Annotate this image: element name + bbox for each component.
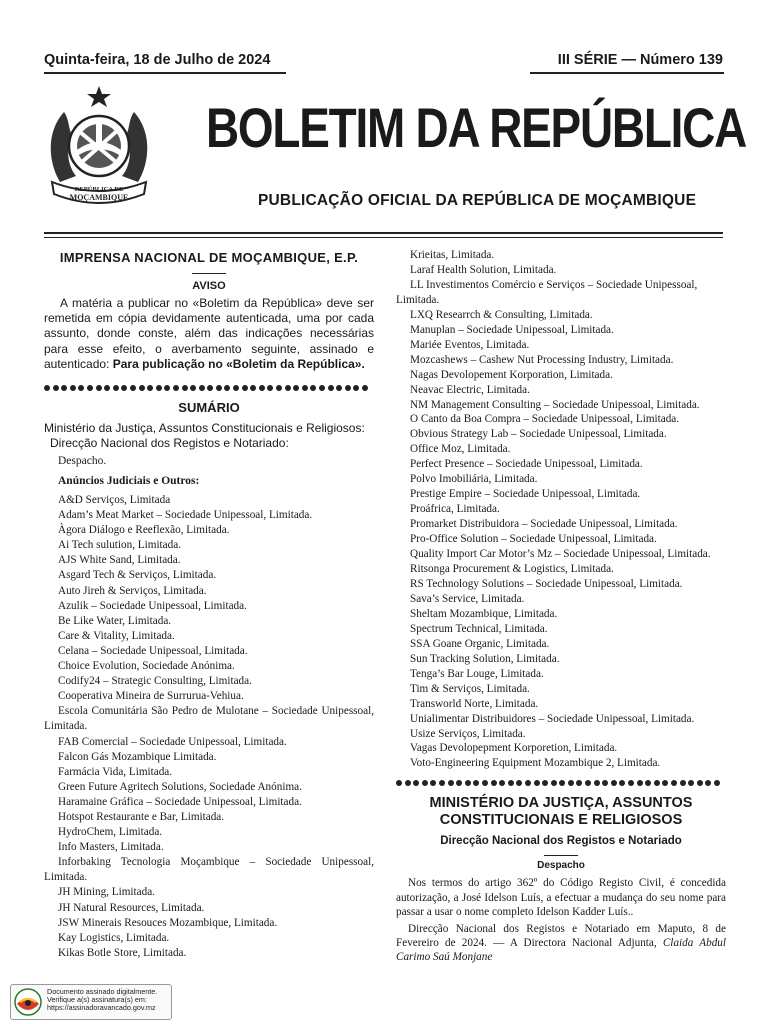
digital-signature-seal-icon xyxy=(14,988,42,1016)
sumario-entry: Falcon Gás Mozambique Limitada. xyxy=(58,750,217,763)
separator-dot xyxy=(680,780,686,786)
sumario-entry: FAB Comercial – Sociedade Unipessoal, Limitada. xyxy=(58,735,287,748)
separator-dot xyxy=(576,780,582,786)
sumario-entry: Usize Serviços, Limitada. xyxy=(410,727,526,740)
separator-dot xyxy=(70,385,76,391)
sumario-entry: Proáfrica, Limitada. xyxy=(410,503,500,516)
separator-dot xyxy=(87,385,93,391)
sumario-entry: Àgora Diálogo e Reeflexão, Limitada. xyxy=(58,524,230,537)
sumario-entry: Voto-Engineering Equipment Mozambique 2, Limitada. xyxy=(410,757,661,770)
series-number: III SÉRIE — Número 139 xyxy=(557,52,723,68)
separator-dot xyxy=(448,780,454,786)
sumario-entry: Kay Logistics, Limitada. xyxy=(58,931,170,944)
separator-dot xyxy=(139,385,145,391)
separator-dot xyxy=(473,780,479,786)
sumario-entry: LL Investimentos Comércio e Serviços – Sociedade Unipessoal, Limitada. xyxy=(396,278,698,306)
separator-dot xyxy=(645,780,651,786)
separator-dot xyxy=(499,780,505,786)
despacho-paragraph-2 xyxy=(396,922,726,965)
sumario-entry: Choice Evolution, Sociedade Anónima. xyxy=(58,660,235,673)
sumario-entry: Mozcashews – Cashew Nut Processing Industry, Limitada. xyxy=(410,353,674,366)
separator-dot xyxy=(53,385,59,391)
separator-dot xyxy=(250,385,256,391)
header-rule-right xyxy=(530,72,724,74)
sumario-entry: Be Like Water, Limitada. xyxy=(58,614,172,627)
sumario-entry: Sun Tracking Solution, Limitada. xyxy=(410,652,560,665)
separator-dot xyxy=(173,385,179,391)
sumario-entry: Obvious Strategy Lab – Sociedade Unipessoal, Limitada. xyxy=(410,428,667,441)
right-column xyxy=(396,248,726,967)
separator-dot xyxy=(293,385,299,391)
separator-dot xyxy=(602,780,608,786)
separator-dot xyxy=(216,385,222,391)
sumario-entry: Spectrum Technical, Limitada. xyxy=(410,622,548,635)
separator-dot xyxy=(267,385,273,391)
separator-dot xyxy=(688,780,694,786)
sumario-entry: Farmácia Vida, Limitada. xyxy=(58,765,173,778)
separator-dot xyxy=(319,385,325,391)
sumario-entry: Celana – Sociedade Unipessoal, Limitada. xyxy=(58,644,248,657)
sumario-entry: Office Moz, Limitada. xyxy=(410,443,511,456)
stamp-text xyxy=(47,988,157,1012)
separator-dot xyxy=(491,780,497,786)
sumario-entry: Kikas Botle Store, Limitada. xyxy=(58,946,187,959)
separator-dot xyxy=(705,780,711,786)
sumario-ministry: Ministério da Justiça, Assuntos Constitucionais e Religiosos: xyxy=(44,421,365,436)
separator-dot xyxy=(78,385,84,391)
separator-dot xyxy=(242,385,248,391)
separator-dot xyxy=(654,780,660,786)
sumario-entry: AJS White Sand, Limitada. xyxy=(58,554,181,567)
separator-dot xyxy=(233,385,239,391)
separator-dot xyxy=(534,780,540,786)
sumario-entry: Auto Jireh & Serviços, Limitada. xyxy=(58,584,207,597)
sumario-entry: Krieitas, Limitada. xyxy=(410,249,495,261)
separator-dot xyxy=(164,385,170,391)
separator-dot xyxy=(302,385,308,391)
separator-dot xyxy=(525,780,531,786)
sumario-entry: Codify24 – Strategic Consulting, Limitada. xyxy=(58,675,252,688)
left-column xyxy=(44,248,374,961)
sumario-entry: Vagas Devolopepment Korporetion, Limitada. xyxy=(410,742,618,755)
sumario-entry: Tenga’s Bar Louge, Limitada. xyxy=(410,667,544,680)
aviso-heading: AVISO xyxy=(192,280,226,292)
header-rule-thin xyxy=(44,237,723,238)
separator-dot xyxy=(328,385,334,391)
separator-dot xyxy=(430,780,436,786)
separator-dot xyxy=(259,385,265,391)
separator-dot xyxy=(551,780,557,786)
separator-dot xyxy=(594,780,600,786)
separator-dot xyxy=(345,385,351,391)
despacho-paragraph-2-text: Direcção Nacional dos Registos e Notariado em Maputo, 8 de Fevereiro de 2024. — A Directora Nacional Adjunta, xyxy=(396,922,726,949)
publication-subtitle: PUBLICAÇÃO OFICIAL DA REPÚBLICA DE MOÇAMBIQUE xyxy=(258,192,697,209)
separator-dot xyxy=(559,780,565,786)
separator-dot xyxy=(568,780,574,786)
anuncios-heading: Anúncios Judiciais e Outros: xyxy=(58,475,200,488)
sumario-entry: Promarket Distribuidora – Sociedade Unipessoal, Limitada. xyxy=(410,518,678,531)
separator-dot xyxy=(662,780,668,786)
separator-dot xyxy=(439,780,445,786)
sumario-entry: Green Future Agritech Solutions, Sociedade Anónima. xyxy=(58,780,302,793)
sumario-entry: Haramaine Gráfica – Sociedade Unipessoal, Limitada. xyxy=(58,795,302,808)
separator-dot xyxy=(199,385,205,391)
separator-dot xyxy=(714,780,720,786)
separator-dot xyxy=(628,780,634,786)
separator-dot xyxy=(396,780,402,786)
separator-dot xyxy=(353,385,359,391)
separator-dot xyxy=(422,780,428,786)
sumario-entry: Neavac Electric, Limitada. xyxy=(410,383,530,396)
emblem-label-top: REPÚBLICA DE xyxy=(74,186,124,193)
separator-dot xyxy=(96,385,102,391)
sumario-entry: Inforbaking Tecnologia Moçambique – Sociedade Unipessoal, Limitada. xyxy=(44,856,374,884)
publication-date: Quinta-feira, 18 de Julho de 2024 xyxy=(44,52,271,68)
digital-signature-stamp xyxy=(10,984,172,1020)
sumario-entry: Azulik – Sociedade Unipessoal, Limitada. xyxy=(58,599,247,612)
header-rule-left xyxy=(44,72,286,74)
sumario-entry: Pro-Office Solution – Sociedade Unipessoal, Limitada. xyxy=(410,533,657,546)
sumario-entry: O Canto da Boa Compra – Sociedade Unipessoal, Limitada. xyxy=(410,413,680,426)
header-rule-thick xyxy=(44,232,723,234)
sumario-entry: Ritsonga Procurement & Logistics, Limitada. xyxy=(410,563,614,576)
sumario-entry: Sava’s Service, Limitada. xyxy=(410,592,525,605)
separator-dot xyxy=(276,385,282,391)
sumario-entry: Info Masters, Limitada. xyxy=(58,841,164,854)
separator-dot xyxy=(224,385,230,391)
sumario-heading: SUMÁRIO xyxy=(178,400,240,416)
separator-dot xyxy=(611,780,617,786)
sumario-entry: Mariée Eventos, Limitada. xyxy=(410,338,530,351)
separator-dot xyxy=(697,780,703,786)
stamp-line-3[interactable]: https://assinadoravancado.gov.mz xyxy=(47,1003,156,1012)
sumario-despacho: Despacho. xyxy=(58,455,107,468)
mozambique-coat-of-arms-icon xyxy=(40,82,158,212)
sumario-entry: NM Management Consulting – Sociedade Unipessoal, Limitada. xyxy=(410,398,700,411)
aviso-bold: Para publicação no «Boletim da República». xyxy=(112,356,365,371)
sumario-entry: SSA Goane Organic, Limitada. xyxy=(410,637,550,650)
separator-dot xyxy=(516,780,522,786)
signature-name: Claida Abdul Carimo Saú Monjane xyxy=(396,936,726,964)
separator-dot xyxy=(61,385,67,391)
separator-dot xyxy=(190,385,196,391)
sumario-entry: Perfect Presence – Sociedade Unipessoal, Limitada. xyxy=(410,458,643,471)
separator-dot xyxy=(113,385,119,391)
sumario-entry: Adam’s Meat Market – Sociedade Unipessoal, Limitada. xyxy=(58,509,313,522)
separator-dot xyxy=(671,780,677,786)
sumario-entry: Care & Vitality, Limitada. xyxy=(58,629,175,642)
separator-dot xyxy=(465,780,471,786)
dotted-separator xyxy=(396,779,726,787)
sumario-entry: LXQ Researrch & Consulting, Limitada. xyxy=(410,308,593,321)
sumario-entry: JSW Minerais Resouces Mozambique, Limitada. xyxy=(58,916,278,929)
sumario-entry: Quality Import Car Motor’s Mz – Sociedade Unipessoal, Limitada. xyxy=(410,548,711,561)
sumario-entry: Ai Tech sulution, Limitada. xyxy=(58,539,181,552)
separator-dot xyxy=(482,780,488,786)
separator-dot xyxy=(207,385,213,391)
sumario-entry: Cooperativa Mineira de Surrurua-Vehiua. xyxy=(58,690,244,703)
sumario-entry: JH Mining, Limitada. xyxy=(58,886,155,899)
sumario-entry: Transworld Norte, Limitada. xyxy=(410,697,539,710)
separator-dot xyxy=(121,385,127,391)
stamp-line-2: Verifique a(s) assinatura(s) em: xyxy=(47,995,147,1004)
separator-dot xyxy=(310,385,316,391)
separator-dot xyxy=(156,385,162,391)
aviso-rule xyxy=(192,273,226,274)
separator-dot xyxy=(405,780,411,786)
sumario-entry: Polvo Imobiliária, Limitada. xyxy=(410,473,538,486)
sumario-entry: Nagas Devolopement Korporation, Limitada. xyxy=(410,368,613,381)
aviso-text xyxy=(44,296,374,372)
separator-dot xyxy=(336,385,342,391)
sumario-entry: Laraf Health Solution, Limitada. xyxy=(410,263,557,276)
despacho-rule xyxy=(544,855,578,856)
separator-dot xyxy=(413,780,419,786)
separator-dot xyxy=(585,780,591,786)
sumario-entry: Hotspot Restaurante e Bar, Limitada. xyxy=(58,810,225,823)
publication-title: BOLETIM DA REPÚBLICA xyxy=(206,96,747,159)
sumario-entry: Escola Comunitária São Pedro de Mulotane – Sociedade Unipessoal, Limitada. xyxy=(44,705,374,733)
entries-list-left xyxy=(44,493,374,961)
separator-dot xyxy=(542,780,548,786)
sumario-entry: RS Technology Solutions – Sociedade Unipessoal, Limitada. xyxy=(410,577,683,590)
ministerio-direction: Direcção Nacional dos Registos e Notariado xyxy=(440,835,682,848)
separator-dot xyxy=(285,385,291,391)
sumario-entry: A&D Serviços, Limitada xyxy=(58,494,171,507)
separator-dot xyxy=(637,780,643,786)
sumario-entry: Manuplan – Sociedade Unipessoal, Limitada. xyxy=(410,323,614,336)
sumario-entry: HydroChem, Limitada. xyxy=(58,826,163,839)
sumario-entry: Prestige Empire – Sociedade Unipessoal, Limitada. xyxy=(410,488,641,501)
despacho-heading: Despacho xyxy=(537,860,585,872)
stamp-line-1: Documento assinado digitalmente. xyxy=(47,987,158,996)
separator-dot xyxy=(104,385,110,391)
despacho-paragraph-1: Nos termos do artigo 362º do Código Registo Civil, é concedida autorização, a José Idelson Luís, a efectuar a mudança do seu nome para passar a usar o nome completo Idelson Kadder Luís.. xyxy=(396,877,726,919)
ministerio-heading: MINISTÉRIO DA JUSTIÇA, ASSUNTOS CONSTITUCIONAIS E RELIGIOSOS xyxy=(429,795,693,829)
separator-dot xyxy=(44,385,50,391)
sumario-entry: Tim & Serviços, Limitada. xyxy=(410,682,530,695)
dotted-separator xyxy=(44,384,374,392)
separator-dot xyxy=(182,385,188,391)
imprensa-heading: IMPRENSA NACIONAL DE MOÇAMBIQUE, E.P. xyxy=(59,250,359,265)
sumario-direction: Direcção Nacional dos Registos e Notariado: xyxy=(50,436,289,451)
entries-list-right xyxy=(396,248,726,771)
separator-dot xyxy=(508,780,514,786)
sumario-entry: Asgard Tech & Serviços, Limitada. xyxy=(58,569,217,582)
aviso-body: A matéria a publicar no «Boletim da República» deve ser remetida em cópia devidamente autenticada, uma por cada assunto, donde conste, além das indicações necessárias para esse efeito, o averbamento seguinte, assinado e autenticado: xyxy=(44,296,374,371)
sumario-entry: JH Natural Resources, Limitada. xyxy=(58,901,205,914)
sumario-entry: Unialimentar Distribuidores – Sociedade Unipessoal, Limitada. xyxy=(410,712,695,725)
sumario-entry: Sheltam Mozambique, Limitada. xyxy=(410,607,558,620)
separator-dot xyxy=(147,385,153,391)
separator-dot xyxy=(456,780,462,786)
separator-dot xyxy=(619,780,625,786)
separator-dot xyxy=(362,385,368,391)
separator-dot xyxy=(130,385,136,391)
emblem-label-bottom: MOÇAMBIQUE xyxy=(69,193,129,202)
